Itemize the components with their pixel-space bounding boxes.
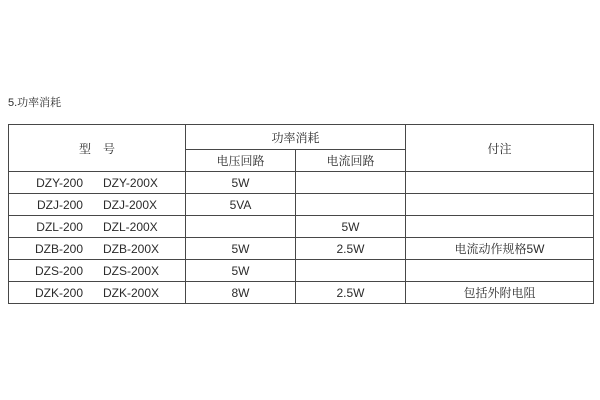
model-b: DZJ-200X [102, 197, 158, 212]
model-a: DZK-200 [34, 285, 83, 300]
model-a: DZB-200 [34, 241, 83, 256]
table-row [9, 238, 594, 260]
model-cell [9, 216, 186, 238]
table-row [9, 172, 594, 194]
model-cell [9, 282, 186, 304]
model-a: DZY-200 [36, 175, 83, 190]
header-cell-voltage-circuit: 电压回路 [186, 150, 296, 172]
model-cell [9, 194, 186, 216]
power-consumption-table [8, 124, 594, 304]
model-b: DZK-200X [103, 285, 160, 300]
note-cell [406, 216, 594, 238]
table-row [9, 216, 594, 238]
voltage-cell: 5W [186, 260, 296, 282]
note-cell: 电流动作规格5W [406, 238, 594, 260]
current-cell: 5W [296, 216, 406, 238]
page-title: 5.功率消耗 [8, 97, 62, 109]
current-cell [296, 260, 406, 282]
current-cell: 2.5W [296, 238, 406, 260]
table-row [9, 260, 594, 282]
note-cell [406, 194, 594, 216]
voltage-cell: 8W [186, 282, 296, 304]
model-b: DZL-200X [102, 219, 158, 234]
note-cell [406, 260, 594, 282]
table-row [9, 282, 594, 304]
note-cell [406, 172, 594, 194]
voltage-cell [186, 216, 296, 238]
model-a: DZJ-200 [36, 197, 83, 212]
table-row [9, 194, 594, 216]
voltage-cell: 5W [186, 172, 296, 194]
header-cell-model: 型 号 [9, 125, 186, 172]
model-cell [9, 260, 186, 282]
model-b: DZY-200X [103, 175, 158, 190]
header-row-top [9, 125, 594, 150]
model-b: DZB-200X [103, 241, 160, 256]
current-cell [296, 172, 406, 194]
current-cell: 2.5W [296, 282, 406, 304]
header-cell-power: 功率消耗 [186, 125, 406, 150]
model-a: DZL-200 [36, 219, 83, 234]
model-cell [9, 172, 186, 194]
current-cell [296, 194, 406, 216]
voltage-cell: 5W [186, 238, 296, 260]
voltage-cell: 5VA [186, 194, 296, 216]
header-cell-notes: 付注 [406, 125, 594, 172]
model-b: DZS-200X [103, 263, 160, 278]
model-cell [9, 238, 186, 260]
note-cell: 包括外附电阻 [406, 282, 594, 304]
header-cell-current-circuit: 电流回路 [296, 150, 406, 172]
model-a: DZS-200 [34, 263, 83, 278]
